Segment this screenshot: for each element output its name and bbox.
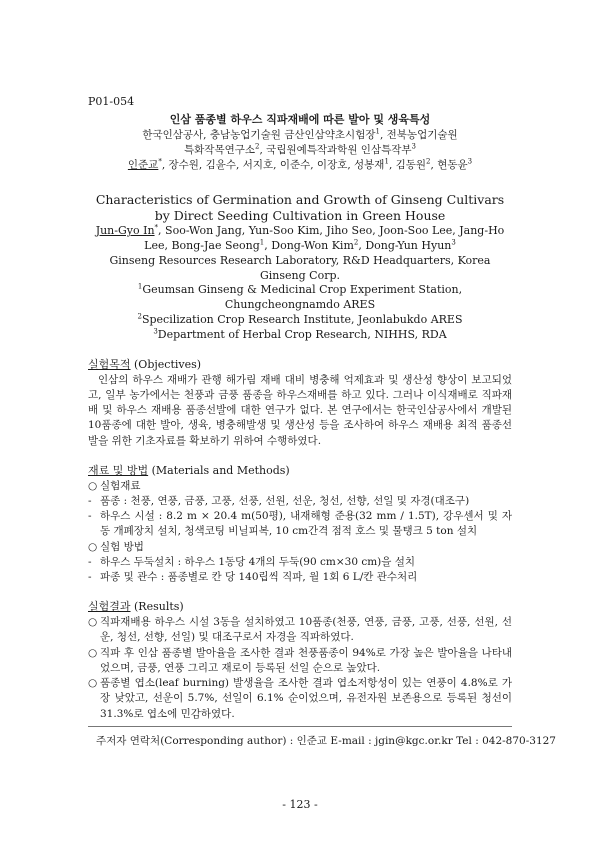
footer-divider bbox=[88, 726, 512, 727]
section-heading-english: (Materials and Methods) bbox=[148, 463, 290, 477]
author-superscript: * bbox=[154, 223, 159, 232]
list-item bbox=[88, 615, 512, 645]
korean-affiliation-text: , 전북농업기술원 bbox=[379, 128, 458, 141]
list-item-text: 실험 방법 bbox=[100, 540, 144, 553]
objectives-paragraph: 인삼의 하우스 재배가 관행 해가림 재배 대비 병충해 억제효과 및 생산성 향상이 보고되었고, 일부 농가에서는 천풍과 금풍 품종을 하우스재배를 하고 있다. 그러나 이식재배로 직파재배 및 하우스 재배용 품종선발에 대한 연구가 없다. 본 연구에서는 한국인삼공사에서 개발된 10품종에 대한 발아, 생육, 병충해발생 및 생산성 등을 조사하여 하우스 재배용 최적 품종선발을 위한 기초자료를 확보하기 위하여 수행하였다. bbox=[88, 373, 512, 447]
author-superscript: * bbox=[158, 157, 162, 166]
corresponding-author: 주저자 연락처(Corresponding author) : 인준교 E-mail : jgin@kgc.or.kr Tel : 042-870-3127 bbox=[96, 735, 556, 747]
affiliation-superscript: 2 bbox=[137, 312, 142, 321]
author-names: , Soo-Won Jang, Yun-Soo Kim, Jiho Seo, Joon-Soo Lee, Jang-Ho Lee, Bong-Jae Seong bbox=[144, 224, 505, 252]
english-authors bbox=[88, 224, 512, 254]
korean-affiliation-text: 한국인삼공사, 충남농업기술원 금산인삼약초시험장 bbox=[142, 128, 376, 141]
bullet-marker: ○ bbox=[88, 479, 98, 492]
list-item bbox=[88, 646, 512, 676]
english-affiliation-1 bbox=[88, 283, 512, 313]
author-names: , 현동윤 bbox=[430, 159, 468, 172]
korean-affiliation-text: , 국립원예특작과학원 인삼특작부 bbox=[259, 144, 412, 157]
bullet-marker: ○ bbox=[88, 616, 98, 629]
list-item bbox=[88, 676, 512, 722]
bullet-marker: ○ bbox=[88, 646, 98, 659]
author-names: , 장수원, 김윤수, 서지호, 이준수, 이장호, 성봉재 bbox=[161, 159, 385, 172]
abstract-body bbox=[88, 94, 512, 722]
list-item bbox=[88, 509, 512, 539]
english-affiliation-2 bbox=[88, 313, 512, 328]
list-item-text: 품종 : 천풍, 연풍, 금풍, 고풍, 선풍, 선원, 선운, 청선, 선향, 선일 및 자경(대조구) bbox=[100, 494, 470, 507]
english-affiliation-main: Ginseng Resources Research Laboratory, R&D Headquarters, Korea Ginseng Corp. bbox=[109, 253, 491, 282]
korean-title: 인삼 품종별 하우스 직파재배에 따른 발아 및 생육특성 bbox=[169, 112, 431, 126]
affiliation-superscript: 1 bbox=[375, 127, 380, 136]
english-title: Characteristics of Germination and Growth of Ginseng Cultivars by Direct Seeding Cultivation in Green House bbox=[95, 191, 505, 223]
author-names: , Dong-Yun Hyun bbox=[358, 238, 452, 252]
list-item-text: 직파 후 인삼 품종별 발아율을 조사한 결과 천풍품종이 94%로 가장 높은 발아율을 나타내었으며, 금풍, 연풍 그리고 재로이 등록된 선일 순으로 높았다. bbox=[100, 646, 512, 674]
bullet-marker: - bbox=[88, 555, 92, 568]
list-item bbox=[88, 494, 512, 509]
list-item-text: 하우스 시설 : 8.2 m × 20.4 m(50평), 내재해형 준용(32 mm / 1.5T), 강우센서 및 자동 개폐장치 설치, 청색코팅 비닐피복, 10 cm간격 점적 호스 및 물탱크 5 ton 설치 bbox=[100, 510, 512, 538]
methods-heading bbox=[88, 463, 512, 479]
section-heading-english: (Objectives) bbox=[130, 357, 202, 371]
abstract-code: P01-054 bbox=[88, 95, 135, 108]
author-superscript: 3 bbox=[451, 238, 456, 247]
bullet-marker: ○ bbox=[88, 677, 98, 690]
author-superscript: 2 bbox=[353, 238, 359, 247]
affiliation-text: Department of Herbal Crop Research, NIHHS, RDA bbox=[157, 327, 447, 341]
affiliation-superscript: 2 bbox=[255, 142, 260, 151]
list-item bbox=[88, 540, 512, 555]
author-superscript: 1 bbox=[384, 157, 389, 166]
affiliation-superscript: 1 bbox=[137, 282, 143, 291]
section-heading-english: (Results) bbox=[130, 600, 184, 614]
bullet-marker: - bbox=[88, 510, 92, 523]
author-names: , Dong-Won Kim bbox=[264, 238, 354, 252]
page-number: - 123 - bbox=[282, 798, 318, 811]
section-heading-korean: 재료 및 방법 bbox=[88, 463, 149, 477]
affiliation-text: Geumsan Ginseng & Medicinal Crop Experiment Station, Chungcheongnamdo ARES bbox=[142, 283, 463, 312]
section-heading-korean: 실험목적 bbox=[88, 357, 131, 371]
list-item bbox=[88, 479, 512, 494]
korean-affiliation-line1 bbox=[88, 128, 512, 143]
first-author-english: Jun-Gyo In bbox=[95, 224, 155, 238]
methods-list bbox=[88, 479, 512, 586]
list-item bbox=[88, 570, 512, 585]
affiliation-text: Specilization Crop Research Institute, Jeonlabukdo ARES bbox=[141, 313, 463, 327]
author-superscript: 3 bbox=[467, 157, 473, 166]
section-heading-korean: 실험결과 bbox=[88, 600, 131, 614]
list-item-text: 직파재배용 하우스 시설 3동을 설치하였고 10품종(천풍, 연풍, 금풍, 고풍, 선풍, 선원, 선운, 청선, 선향, 선일) 및 대조구로서 자경을 직파하였다. bbox=[100, 616, 512, 644]
author-superscript: 1 bbox=[259, 238, 265, 247]
korean-affiliation-text: 특화작목연구소 bbox=[184, 144, 256, 157]
korean-affiliation-line2 bbox=[88, 143, 512, 158]
affiliation-superscript: 3 bbox=[411, 142, 416, 151]
objectives-heading bbox=[88, 357, 512, 373]
list-item-text: 실험재료 bbox=[100, 479, 141, 492]
list-item-text: 품종별 엽소(leaf burning) 발생율을 조사한 결과 엽소저항성이 있는 연풍이 4.8%로 가장 낮았고, 선운이 5.7%, 선일이 6.1% 순이었으며, 유전자원 보존용으로 등록된 청선이 31.3%로 엽소에 민감하였다. bbox=[100, 677, 512, 720]
bullet-marker: ○ bbox=[88, 540, 98, 553]
results-list bbox=[88, 615, 512, 722]
affiliation-superscript: 3 bbox=[153, 327, 158, 336]
author-names: , 김동원 bbox=[388, 159, 427, 172]
first-author-korean: 인준교 bbox=[127, 159, 159, 172]
bullet-marker: - bbox=[88, 571, 92, 584]
list-item-text: 파종 및 관수 : 품종별로 칸 당 140립씩 직파, 월 1회 6 L/칸 관수처리 bbox=[100, 571, 418, 584]
list-item bbox=[88, 555, 512, 570]
bullet-marker: - bbox=[88, 494, 92, 507]
results-heading bbox=[88, 599, 512, 615]
author-superscript: 2 bbox=[426, 157, 431, 166]
korean-authors bbox=[88, 158, 512, 173]
list-item-text: 하우스 두둑설치 : 하우스 1동당 4개의 두둑(90 cm×30 cm)을 설치 bbox=[100, 555, 416, 568]
english-affiliation-3 bbox=[88, 328, 512, 343]
